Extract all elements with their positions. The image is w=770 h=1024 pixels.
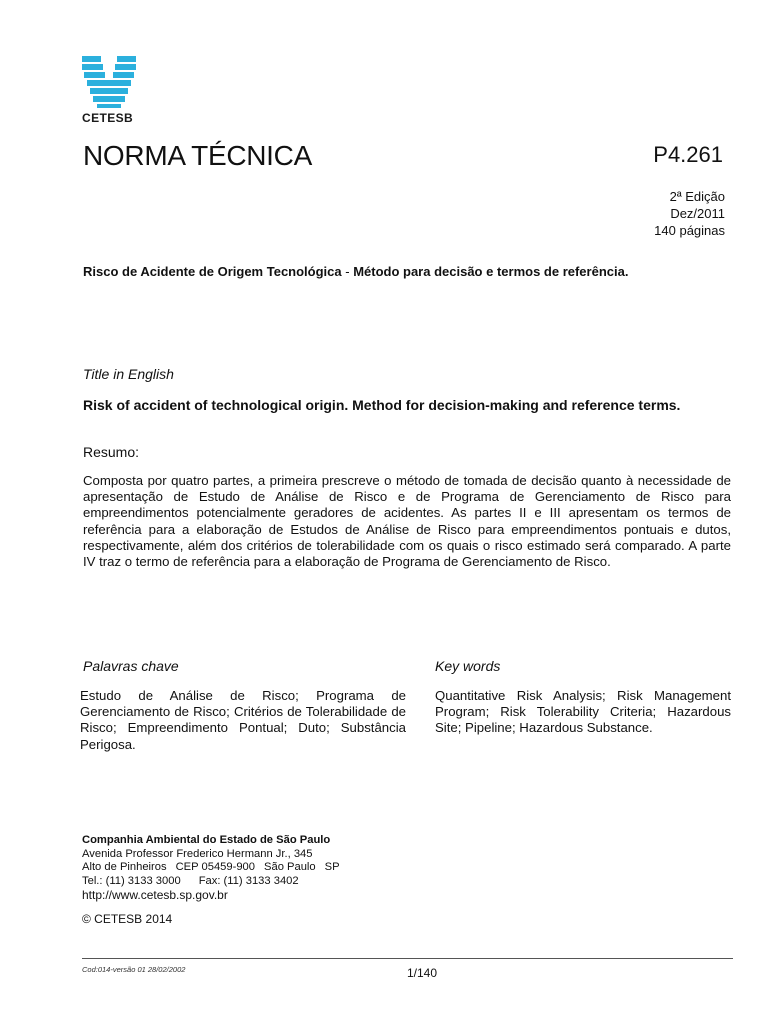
abstract-heading: Resumo: <box>83 444 140 460</box>
edition-info <box>654 188 725 239</box>
keywords-en-heading: Key words <box>435 658 501 674</box>
company-name: Companhia Ambiental do Estado de São Paulo <box>82 834 331 846</box>
title-pt-part1: Risco de Acidente de Origem Tecnológica <box>83 264 342 279</box>
document-title-pt <box>83 264 723 279</box>
logo-wordmark: CETESB <box>82 111 134 125</box>
company-state: SP <box>324 861 340 874</box>
company-tel: Tel.: (11) 3133 3000 <box>82 874 181 887</box>
company-website-link[interactable]: http://www.cetesb.sp.gov.br <box>82 888 228 903</box>
form-version-code: Cod:014-versão 01 28/02/2002 <box>82 965 186 974</box>
cetesb-logo-mark <box>82 56 136 108</box>
title-pt-part2: Método para decisão e termos de referência. <box>353 264 629 279</box>
keywords-en-text: Quantitative Risk Analysis; Risk Management Program; Risk Tolerability Criteria; Hazardous Site; Pipeline; Hazardous Substance. <box>435 688 731 736</box>
company-location <box>82 861 340 875</box>
company-fax: Fax: (11) 3133 3402 <box>198 874 299 887</box>
company-info <box>82 834 340 903</box>
document-type-title: NORMA TÉCNICA <box>83 140 312 171</box>
footer-divider <box>82 958 733 959</box>
edition-number: 2ª Edição <box>669 189 725 204</box>
keywords-pt-text: Estudo de Análise de Risco; Programa de Gerenciamento de Risco; Critérios de Tolerabilidade de Risco; Empreendimento Pontual; Duto; Substância Perigosa. <box>80 688 406 752</box>
cetesb-logo <box>82 56 138 125</box>
copyright-notice: © CETESB 2014 <box>82 912 173 926</box>
company-address: Avenida Professor Frederico Hermann Jr., 345 <box>82 847 313 860</box>
keywords-pt-heading: Palavras chave <box>83 658 179 674</box>
title-en-heading: Title in English <box>83 366 174 382</box>
standard-code: P4.261 <box>653 142 723 167</box>
company-phones <box>82 875 340 889</box>
edition-date: Dez/2011 <box>670 206 725 221</box>
title-pt-separator: - <box>341 264 354 279</box>
company-city: São Paulo <box>264 861 316 874</box>
company-district: Alto de Pinheiros <box>82 861 167 874</box>
page-count: 140 páginas <box>654 223 725 238</box>
company-cep: CEP 05459-900 <box>175 861 256 874</box>
document-title-en: Risk of accident of technological origin. Method for decision-making and reference terms. <box>83 397 681 413</box>
page-number: 1/140 <box>407 966 438 980</box>
abstract-text: Composta por quatro partes, a primeira prescreve o método de tomada de decisão quanto à necessidade de apresentação de Estudo de Análise de Risco e de Programa de Gerenciamento de Risco para empreendimentos potencialmente geradores de acidentes. As partes II e III apresentam os termos de referência para a elaboração de Estudos de Análise de Risco para empreendimentos pontuais e dutos, respectivamente, além dos critérios de tolerabilidade com os quais o risco estimado será comparado. A parte IV traz o termo de referência para a elaboração de Programa de Gerenciamento de Risco. <box>83 473 731 570</box>
